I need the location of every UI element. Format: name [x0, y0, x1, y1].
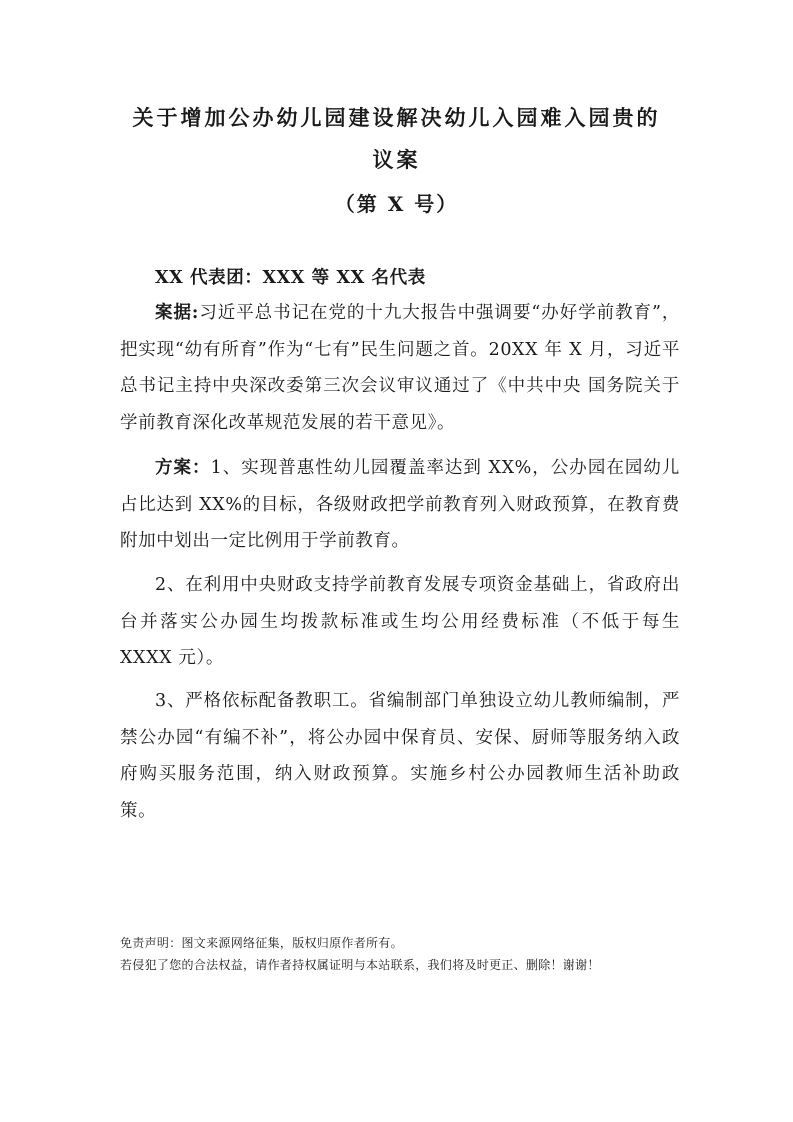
basis-label: 案据: — [155, 303, 199, 323]
plan-label: 方案： — [155, 458, 211, 478]
plan-item-2: 2、在利用中央财政支持学前教育发展专项资金基础上，省政府出台并落实公办园生均拨款标准或生均公用经费标准（不低于每生 XXXX 元）。 — [120, 575, 680, 668]
plan-item-3-block — [120, 683, 680, 829]
plan-item-1 — [120, 450, 680, 560]
plan-item-3: 3、严格依标配备教职工。省编制部门单独设立幼儿教师编制，严禁公办园“有编不补”，将公办园中保育员、安保、厨师等服务纳入政府购买服务范围，纳入财政预算。实施乡村公办园教师生活补助政策。 — [120, 691, 680, 821]
representatives-text: XX 代表团：XXX 等 XX 名代表 — [155, 268, 426, 288]
disclaimer-line1: 免责声明：图文来源网络征集，版权归原作者所有。 — [120, 936, 403, 950]
plan-item-2-block — [120, 567, 680, 677]
representatives-line — [120, 260, 680, 297]
document-title-line2: 议案 — [372, 147, 421, 172]
basis-paragraph — [120, 295, 680, 441]
basis-section — [120, 295, 680, 441]
disclaimer-line2: 若侵犯了您的合法权益，请作者持权属证明与本站联系，我们将及时更正、删除！谢谢！ — [120, 958, 600, 972]
basis-text: 习近平总书记在党的十九大报告中强调要“办好学前教育”，把实现“幼有所育”作为“七有”民生问题之首。20XX 年 X 月，习近平总书记主持中央深改委第三次会议审议通过了《中共中央 国务院关于学前教育深化改革规范发展的若干意见》。 — [120, 303, 681, 433]
plan-item-1-text: 1、实现普惠性幼儿园覆盖率达到 XX%，公办园在园幼儿占比达到 XX%的目标，各级财政把学前教育列入财政预算，在教育费附加中划出一定比例用于学前教育。 — [120, 458, 680, 551]
document-number: （第 X 号） — [334, 192, 459, 216]
plan-section — [120, 450, 680, 560]
document-title-line1: 关于增加公办幼儿园建设解决幼儿入园难入园贵的 — [132, 105, 661, 130]
